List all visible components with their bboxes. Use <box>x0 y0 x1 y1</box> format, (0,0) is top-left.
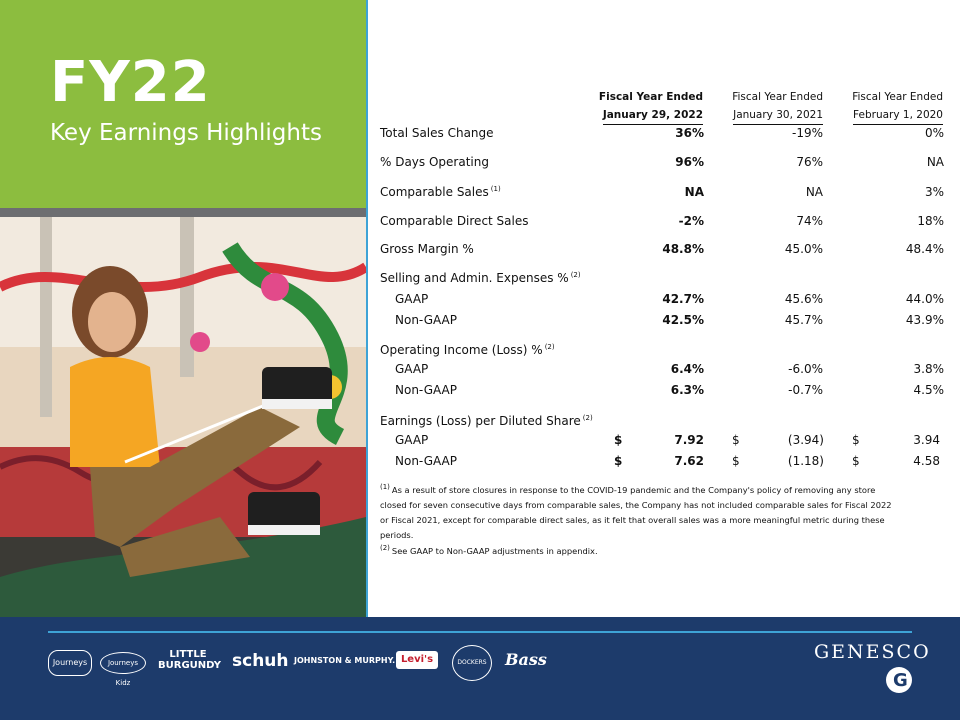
dockers-logo: DOCKERS <box>452 645 492 681</box>
footer-accent-line <box>48 631 912 633</box>
genesco-wordmark: GENESCO <box>814 641 931 663</box>
row-label: % Days Operating <box>380 155 489 169</box>
section-heading <box>380 414 593 428</box>
footnote-line: closed for seven consecutive days from comparable sales, the Company has not included comparable sales for Fiscal 2022 <box>380 499 892 510</box>
footnote-marker: (1) <box>380 483 390 491</box>
cell-fy2022: 7.62 <box>674 454 704 468</box>
column-header-line1: Fiscal Year Ended <box>852 91 943 103</box>
cell-fy2022: -2% <box>678 214 704 228</box>
section-heading-text: Earnings (Loss) per Diluted Share <box>380 414 581 428</box>
footnote-marker: (2) <box>582 414 593 422</box>
accent-divider <box>366 0 368 617</box>
cell-fy2022: 6.4% <box>670 362 704 376</box>
hero-photo <box>0 217 366 617</box>
column-header-line1: Fiscal Year Ended <box>732 91 823 103</box>
row-label: Gross Margin % <box>380 242 474 256</box>
column-header-line1: Fiscal Year Ended <box>598 91 703 103</box>
genesco-g-icon <box>886 667 912 693</box>
row-label: Non-GAAP <box>395 313 457 327</box>
section-heading-text: Operating Income (Loss) % <box>380 343 543 357</box>
footnote-line: As a result of store closures in response to the COVID-19 pandemic and the Company's policy of removing any store <box>391 484 876 495</box>
currency-symbol: $ <box>732 454 740 468</box>
johnston-murphy-logo: JOHNSTON & MURPHY. <box>294 656 396 665</box>
row-label: GAAP <box>395 292 429 306</box>
cell-fy2022: 96% <box>675 155 704 169</box>
g-letter: G <box>893 670 908 691</box>
footnote-marker: (2) <box>380 544 390 552</box>
page-subtitle: Key Earnings Highlights <box>50 120 322 146</box>
column-header-fy2022 <box>590 88 703 125</box>
footnote-1 <box>380 480 946 543</box>
currency-symbol: $ <box>852 454 860 468</box>
cell-fy2021: 76% <box>796 155 823 169</box>
currency-symbol: $ <box>614 433 623 447</box>
cell-fy2020: 4.58 <box>913 454 940 468</box>
row-label-text: Comparable Sales <box>380 185 489 199</box>
row-label: Non-GAAP <box>395 454 457 468</box>
currency-symbol: $ <box>614 454 623 468</box>
section-heading <box>380 343 555 357</box>
divider-band <box>0 208 366 217</box>
cell-fy2021: -0.7% <box>788 383 823 397</box>
cell-fy2022: 42.5% <box>662 313 704 327</box>
column-header-line2: February 1, 2020 <box>853 106 943 125</box>
schuh-logo: schuh <box>232 651 289 671</box>
row-label: Non-GAAP <box>395 383 457 397</box>
levis-logo: Levi's <box>396 651 438 669</box>
cell-fy2020: NA <box>926 155 944 169</box>
footnote-marker: (2) <box>570 271 581 279</box>
cell-fy2020: 0% <box>924 126 944 140</box>
left-panel <box>0 0 366 617</box>
footnote-line: or Fiscal 2021, except for comparable direct sales, as it felt that overall sales was a more meaningful metric during these <box>380 514 885 525</box>
cell-fy2022: 7.92 <box>674 433 704 447</box>
footnote-line: periods. <box>380 529 414 540</box>
cell-fy2020: 48.4% <box>905 242 944 256</box>
row-label: GAAP <box>395 433 429 447</box>
cell-fy2021: -6.0% <box>788 362 823 376</box>
row-label: GAAP <box>395 362 429 376</box>
footnote-2 <box>380 541 946 559</box>
row-label: Comparable Direct Sales <box>380 214 529 228</box>
cell-fy2021: (3.94) <box>787 433 824 447</box>
little-burgundy-logo <box>158 649 221 671</box>
bass-logo: Bass <box>505 650 547 669</box>
column-header-line2: January 29, 2022 <box>603 106 703 125</box>
footnote-marker: (2) <box>544 343 555 351</box>
cell-fy2022: 48.8% <box>662 242 704 256</box>
footnote-marker: (1) <box>490 185 501 193</box>
cell-fy2021: (1.18) <box>787 454 824 468</box>
cell-fy2020: 18% <box>917 214 944 228</box>
currency-symbol: $ <box>852 433 860 447</box>
cell-fy2020: 3.8% <box>913 362 944 376</box>
currency-symbol: $ <box>732 433 740 447</box>
cell-fy2022: 42.7% <box>662 292 704 306</box>
row-label: Total Sales Change <box>380 126 494 140</box>
cell-fy2020: 4.5% <box>913 383 944 397</box>
column-header-fy2021 <box>712 88 823 125</box>
column-header-line2: January 30, 2021 <box>733 106 823 125</box>
cell-fy2021: -19% <box>791 126 823 140</box>
page-title: FY22 <box>50 50 211 115</box>
brand-text: LITTLE <box>169 649 207 660</box>
cell-fy2021: 45.6% <box>784 292 823 306</box>
cell-fy2021: NA <box>805 185 823 199</box>
section-heading <box>380 271 581 285</box>
footnote-text: See GAAP to Non-GAAP adjustments in appendix. <box>391 545 598 556</box>
row-label <box>380 185 501 199</box>
journeys-kidz-logo: Journeys Kidz <box>100 652 146 674</box>
cell-fy2020: 43.9% <box>905 313 944 327</box>
cell-fy2021: 45.7% <box>784 313 823 327</box>
cell-fy2022: NA <box>684 185 704 199</box>
section-heading-text: Selling and Admin. Expenses % <box>380 271 569 285</box>
cell-fy2021: 74% <box>796 214 823 228</box>
brand-text: BURGUNDY <box>158 660 221 671</box>
cell-fy2021: 45.0% <box>784 242 823 256</box>
journeys-logo: Journeys <box>48 650 92 676</box>
cell-fy2022: 36% <box>675 126 704 140</box>
cell-fy2020: 44.0% <box>905 292 944 306</box>
column-header-fy2020 <box>832 88 943 125</box>
cell-fy2020: 3.94 <box>913 433 940 447</box>
cell-fy2020: 3% <box>924 185 944 199</box>
cell-fy2022: 6.3% <box>670 383 704 397</box>
